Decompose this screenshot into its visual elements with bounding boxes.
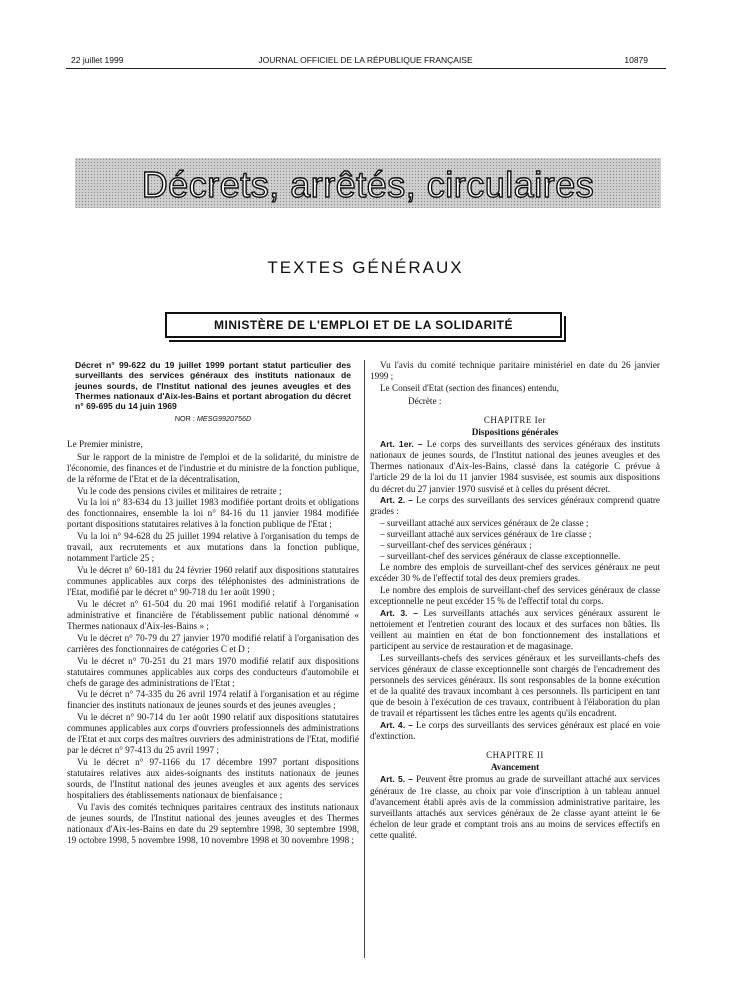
visa-paragraph: Vu la loi n° 94-628 du 25 juillet 1994 relative à l'organisation du temps de travail, aux recrutements et aux mutations dans la fonction publique, notamment l'article 25 ; [67,531,359,564]
article-text: Le corps des surveillants des services généraux comprend quatre grades : [370,495,660,517]
nor-label: NOR : [174,414,195,424]
visa-paragraph: Vu le décret n° 90-714 du 1er août 1990 relatif aux dispositions statutaires communes applicables aux corps d'ouvriers professionnels des administrations de l'Etat et aux corps des maîtres ouvriers des administrations de l'Etat, modifié par le décret n° 97-413 du 25 avril 1997 ; [67,712,359,756]
visa-paragraph: Vu le code des pensions civiles et militaires de retraite ; [77,485,282,496]
column-divider [364,360,365,958]
section-title: TEXTES GÉNÉRAUX [267,258,464,277]
article-label: Art. 1er. – [380,439,423,450]
ministry-heading: MINISTÈRE DE L'EMPLOI ET DE LA SOLIDARITÉ [165,312,562,338]
chapter-title: Avancement [490,762,540,773]
banner-title: Décrets, arrêtés, circulaires [141,164,595,205]
article-text: Le corps des surveillants des services généraux des instituts nationaux de jeunes sourds, de l'Institut national des jeunes aveugles et des Thermes nationaux d'Aix-les-Bains, classé dans la catégorie C prévue à l'article 29 de la loi du 11 janvier 1984 susvisée, est soumis aux dispositions du décret du 27 janvier 1970 susvisé et à celles du présent décret. [370,439,661,494]
visa-paragraph: Vu le décret n° 70-79 du 27 janvier 1970 modifié relatif à l'organisation des carrières des fonctionnaires de catégories C et D ; [67,632,359,654]
decree-nor [67,413,359,424]
chapter-label: CHAPITRE Ier [483,414,547,425]
visa-paragraph: Vu le décret n° 60-181 du 24 février 1960 relatif aux dispositions statutaires communes applicables aux corps des téléphonistes des administrations de l'Etat, modifié par le décret n° 90-718 du 1er août 1990 ; [67,564,359,598]
article-text: Peuvent être promus au grade de surveillant attaché aux services généraux de 1re classe, au choix par voie d'inscription à un tableau annuel d'avancement établi après avis de la commission administrative paritaire, les surveillants attachés aux services généraux de 2e classe ayant atteint le 6e échelon de leur grade et comptant trois ans au moins de services effectifs en cette qualité. [370,774,660,840]
visa-paragraph: Vu le décret n° 70-251 du 21 mars 1970 modifié relatif aux dispositions statutaires communes applicables aux corps des conducteurs d'automobile et chefs de garage des administrations de l'Etat ; [67,655,359,688]
header-rule [66,68,666,69]
chapter-title: Dispositions générales [471,427,559,438]
visa-paragraph: Vu la loi n° 83-634 du 13 juillet 1983 modifiée portant droits et obligations des fonctionnaires, ensemble la loi n° 84-16 du 11 janvier 1984 modifiée portant dispositions statutaires relatives à la fonction publique de l'Etat ; [67,497,359,530]
visa-paragraph: Vu le décret n° 61-504 du 20 mai 1961 modifié relatif à l'organisation administrative et financière de l'établissement public national dénommé « Thermes nationaux d'Aix-les-Bains » ; [67,598,359,632]
article-paragraph: Les surveillants-chefs des services généraux et les surveillants-chefs des services généraux de classe exceptionnelle sont chargés de l'encadrement des personnels des services généraux. Ils sont responsables de la bonne exécution et de la qualité des travaux incombant à ces personnels. Ils participent en tant que de besoin à l'exécution de ces travaux, contribuent à l'élaboration du plan de travail et répartissent les tâches entre les agents qu'ils encadrent. [370,652,660,719]
article-4 [370,720,660,742]
chapter-label: CHAPITRE II [486,750,544,761]
article-paragraph: Le nombre des emplois de surveillant-chef des services généraux ne peut excéder 30 % de l'effectif total des deux premiers grades. [370,562,660,584]
article-text: Le corps des surveillants des services généraux est placé en voie d'extinction. [370,720,661,742]
visa-paragraph: Vu l'avis des comités techniques paritaires centraux des instituts nationaux de jeunes sourds, de l'Institut national des jeunes aveugles et des Thermes nationaux d'Aix-les-Bains en date du 29 septembre 1998, 30 septembre 1998, 19 octobre 1998, 5 novembre 1998, 10 novembre 1998 et 30 novembre 1998 ; [67,802,359,846]
opening-line: Le Premier ministre, [67,438,143,449]
visa-paragraph: Vu l'avis du comité technique paritaire ministériel en date du 26 janvier 1999 ; [370,360,660,382]
decrete-line: Décrète : [408,395,442,406]
visa-paragraph: Vu le décret n° 74-335 du 26 avril 1974 relatif à l'organisation et au régime financier des instituts nationaux de jeunes sourds et des jeunes aveugles ; [67,689,359,711]
article-1 [370,439,660,494]
article-label: Art. 3. – [380,607,418,618]
article-label: Art. 5. – [380,774,414,785]
decree-title: Décret n° 99-622 du 19 juillet 1999 portant statut particulier des surveillants des services généraux des instituts nationaux de jeunes sourds, de l'Institut national des jeunes aveugles et des Thermes nationaux d'Aix-les-Bains et portant abrogation du décret n° 69-695 du 14 juin 1969 [75,360,351,412]
article-label: Art. 4. – [380,720,413,731]
article-3 [370,608,660,652]
article-2 [370,495,660,517]
article-text: Les surveillants attachés aux services généraux assurent le nettoiement et l'entretien courant des locaux et des surfaces non bâties. Ils veillent au maintien en état de bon fonctionnement des installations et participent au service de restauration et de magasinage. [370,607,660,652]
article-label: Art. 2. – [380,495,414,506]
visa-paragraph: Sur le rapport de la ministre de l'emploi et de la solidarité, du ministre de l'économie, des finances et de l'industrie et du ministre de la fonction publique, de la réforme de l'Etat et de la décentralisation, [67,451,359,484]
journal-title: JOURNAL OFFICIEL DE LA RÉPUBLIQUE FRANÇAISE [258,55,473,65]
right-column [370,360,660,842]
page-number: 10879 [624,55,648,65]
article-5 [370,774,660,841]
banner [75,158,661,208]
header-date: 22 juillet 1999 [71,55,124,65]
list-item: – surveillant attaché aux services généraux de 1re classe ; [380,529,592,540]
nor-code: MESG9920756D [196,414,252,424]
visa-paragraph: Vu le décret n° 97-1166 du 17 décembre 1997 portant dispositions statutaires relatives aux aides-soignants des instituts nationaux de jeunes sourds, de l'Institut national des jeunes aveugles et aux agents des services hospitaliers des établissements nationaux de bienfaisance ; [67,757,359,801]
article-paragraph: Le nombre des emplois de surveillant-chef des services généraux de classe exceptionnelle ne peut excéder 15 % de l'effectif total du corps. [370,585,660,607]
list-item: – surveillant-chef des services généraux de classe exceptionnelle. [380,551,621,562]
visa-paragraph: Le Conseil d'Etat (section des finances) entendu, [380,382,559,393]
list-item: – surveillant attaché aux services généraux de 2e classe ; [380,518,589,528]
list-item: – surveillant-chef des services généraux ; [380,540,532,551]
left-paragraphs [67,439,359,847]
left-column [67,360,359,847]
